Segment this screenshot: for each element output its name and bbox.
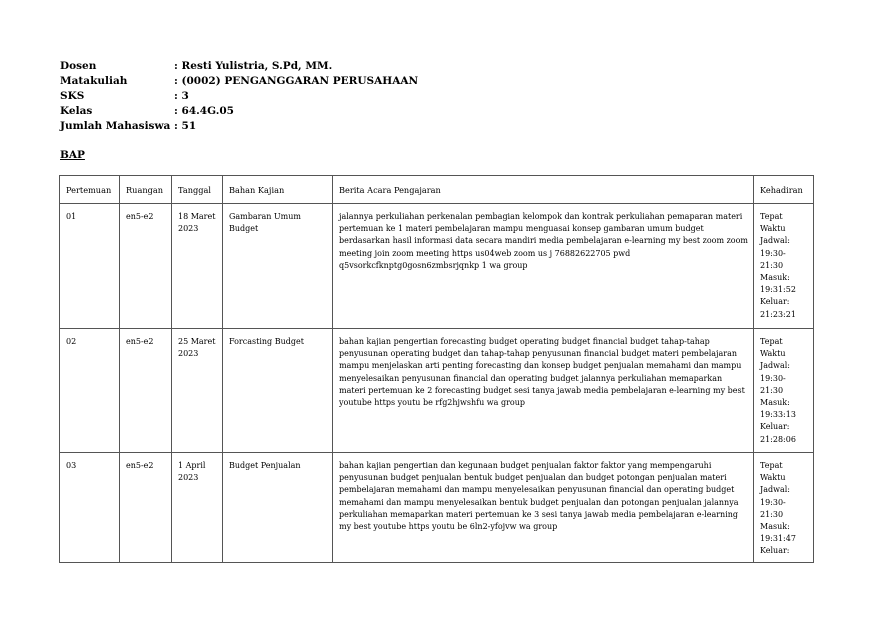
cell-berita-acara: jalannya perkuliahan perkenalan pembagian kelompok dan kontrak perkuliahan pemaparan materi pertemuan ke 1 materi pembelajaran mampu menguasai konsep gambaran umum budget berdasarkan hasil informasi data secara mandiri media pembelajaran e-learning my best zoom zoom meeting join zoom meeting https us04web zoom us j 76882622705 pwd q5vsorkcfknptg0gosn6zmbsrjqnkp 1 wa group [333, 204, 754, 329]
cell-bahan-kajian: Budget Penjualan [223, 453, 333, 563]
dosen-value: : Resti Yulistria, S.Pd, MM. [174, 60, 333, 72]
column-header-ruangan: Ruangan [120, 176, 172, 204]
cell-pertemuan: 01 [60, 204, 120, 329]
info-row-sks [60, 89, 418, 104]
column-header-kehadiran: Kehadiran [754, 176, 814, 204]
table-row [60, 204, 814, 329]
info-row-kelas [60, 104, 418, 119]
table-row [60, 453, 814, 563]
kelas-label: Kelas [60, 105, 93, 117]
cell-pertemuan: 03 [60, 453, 120, 563]
matakuliah-label: Matakuliah [60, 75, 128, 87]
matakuliah-value: : (0002) PENGANGGARAN PERUSAHAAN [174, 75, 419, 87]
info-row-dosen [60, 59, 418, 74]
cell-kehadiran: Tepat Waktu Jadwal: 19:30- 21:30 Masuk: 19:31:47 Keluar: [754, 453, 814, 563]
table-row [60, 329, 814, 453]
cell-kehadiran: Tepat Waktu Jadwal: 19:30- 21:30 Masuk: 19:31:52 Keluar: 21:23:21 [754, 204, 814, 329]
cell-bahan-kajian: Forcasting Budget [223, 329, 333, 453]
column-header-tanggal: Tanggal [172, 176, 223, 204]
cell-pertemuan: 02 [60, 329, 120, 453]
cell-ruangan: en5-e2 [120, 329, 172, 453]
info-row-matakuliah [60, 74, 418, 89]
cell-kehadiran: Tepat Waktu Jadwal: 19:30- 21:30 Masuk: 19:33:13 Keluar: 21:28:06 [754, 329, 814, 453]
kelas-value: : 64.4G.05 [174, 105, 234, 117]
column-header-bahan-kajian: Bahan Kajian [223, 176, 333, 204]
column-header-berita-acara: Berita Acara Pengajaran [333, 176, 754, 204]
sks-label: SKS [60, 90, 85, 102]
sks-value: : 3 [174, 90, 189, 102]
table-header-row [60, 176, 814, 204]
cell-ruangan: en5-e2 [120, 453, 172, 563]
cell-ruangan: en5-e2 [120, 204, 172, 329]
jumlah-mahasiswa-label: Jumlah Mahasiswa [60, 120, 171, 132]
jumlah-mahasiswa-value: : 51 [174, 120, 197, 132]
dosen-label: Dosen [60, 60, 97, 72]
course-info [60, 59, 418, 134]
cell-berita-acara: bahan kajian pengertian forecasting budget operating budget financial budget tahap-tahap penyusunan operating budget dan tahap-tahap penyusunan financial budget materi pembelajaran mampu menjelaskan arti penting forecasting dan konsep budget penjualan memahami dan mampu menyelesaikan penyusunan financial dan operating budget jalannya perkuliahan memaparkan materi pertemuan ke 2 forecasting budget sesi tanya jawab media pembelajaran e-learning my best youtube https youtu be rfg2hjwshfu wa group [333, 329, 754, 453]
cell-tanggal: 18 Maret 2023 [172, 204, 223, 329]
cell-tanggal: 25 Maret 2023 [172, 329, 223, 453]
column-header-pertemuan: Pertemuan [60, 176, 120, 204]
cell-berita-acara: bahan kajian pengertian dan kegunaan budget penjualan faktor faktor yang mempengaruhi penyusunan budget penjualan bentuk budget penjualan dan budget potongan penjualan materi pembelajaran memahami dan mampu menyelesaikan penyusunan financial dan operating budget memahami dan mampu menyelesaikan bentuk budget penjualan dan potongan penjualan jalannya perkuliahan memaparkan materi pertemuan ke 3 sesi tanya jawab media pembelajaran e-learning my best youtube https youtu be 6ln2-yfojvw wa group [333, 453, 754, 563]
bap-title: BAP [60, 149, 85, 161]
bap-table [59, 175, 814, 563]
cell-bahan-kajian: Gambaran Umum Budget [223, 204, 333, 329]
cell-tanggal: 1 April 2023 [172, 453, 223, 563]
info-row-jumlah-mahasiswa [60, 119, 418, 134]
